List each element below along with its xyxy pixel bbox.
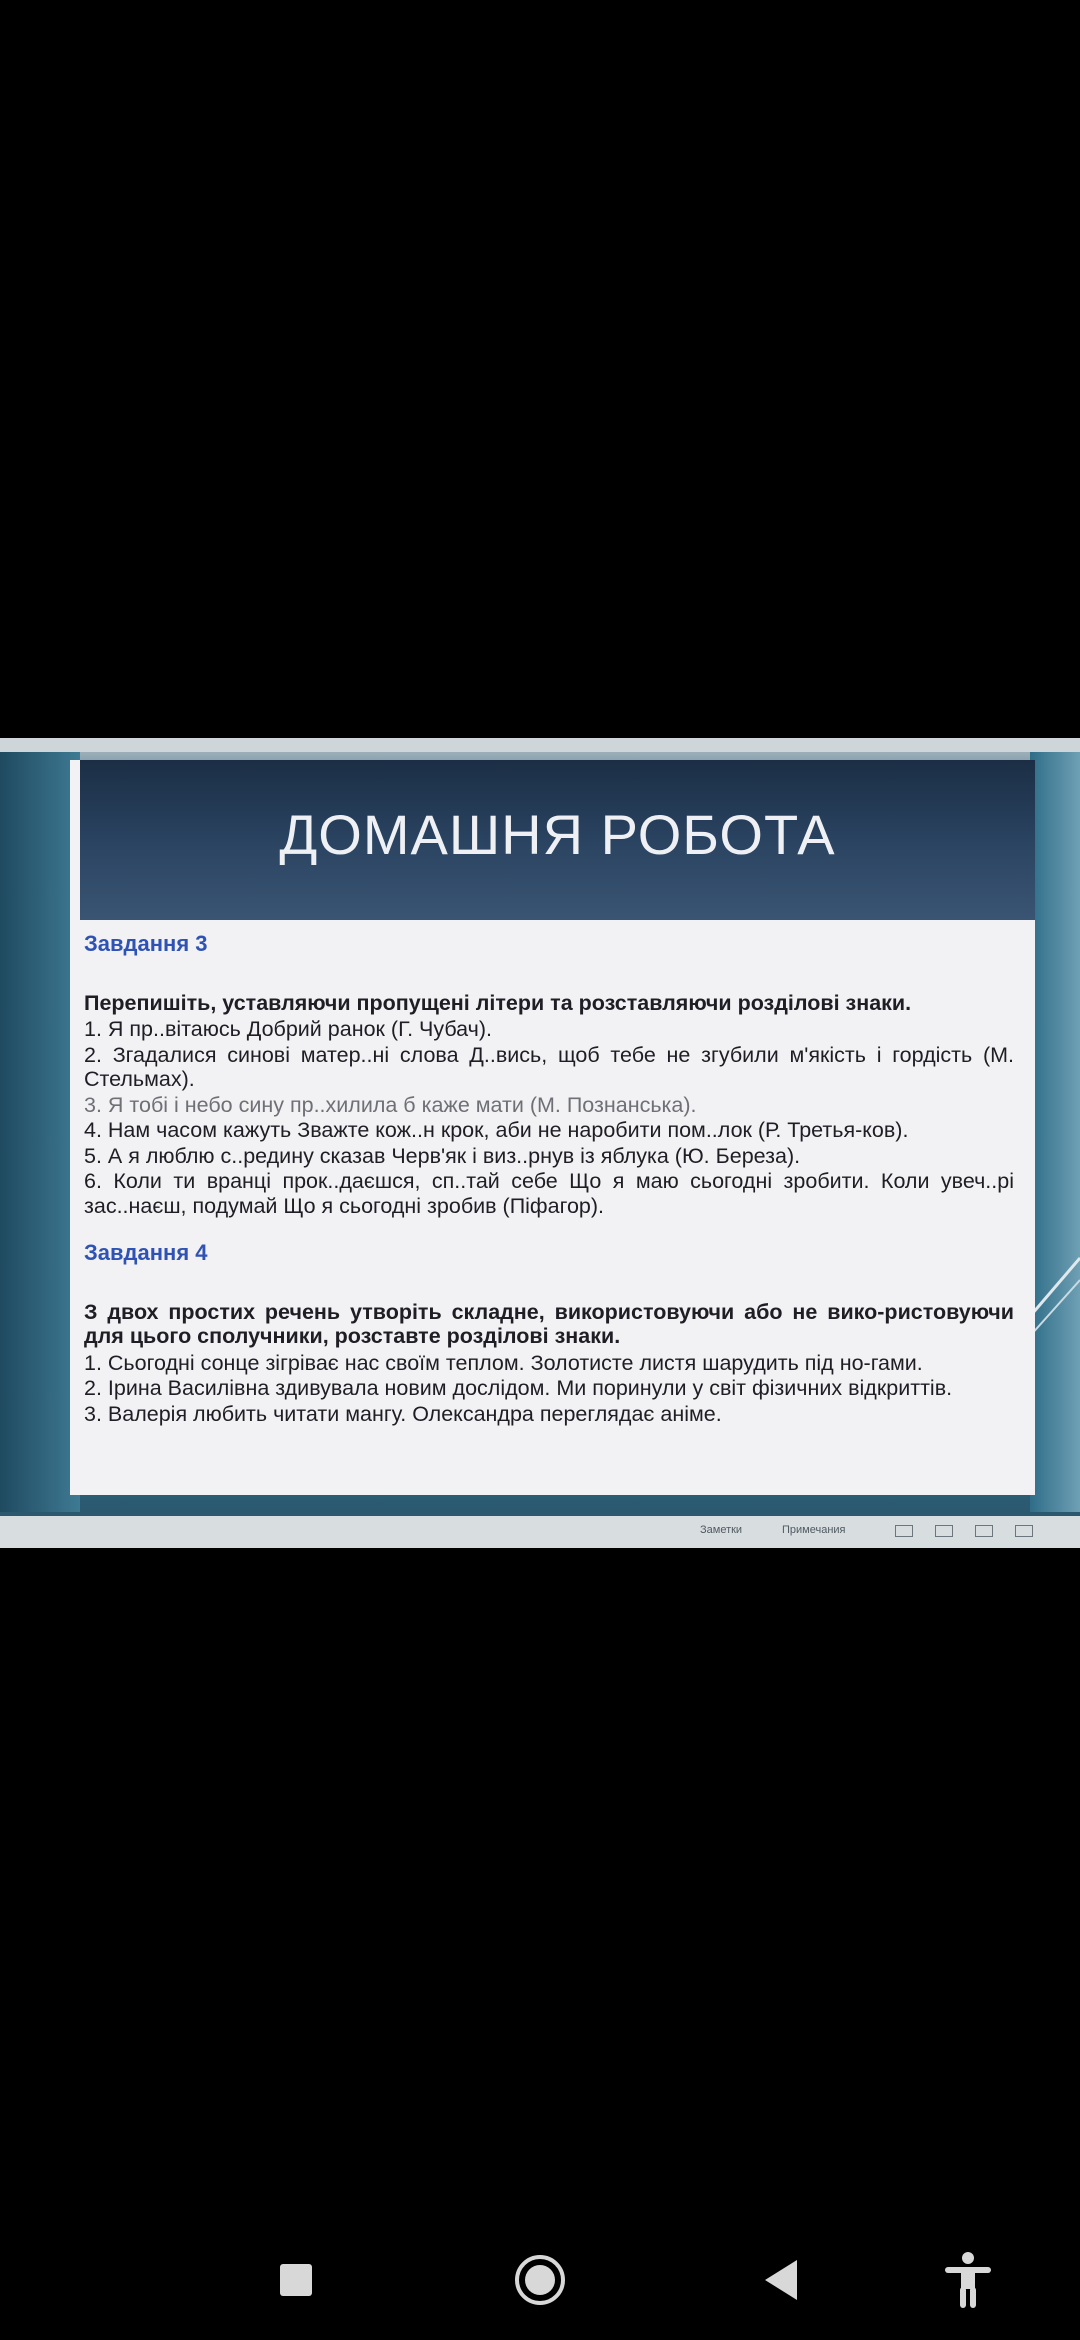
slide-body [84, 928, 1014, 1427]
task-4-heading: Завдання 4 [84, 1240, 208, 1265]
back-icon [761, 2258, 801, 2302]
recents-button[interactable] [256, 2250, 336, 2310]
task-3-item: 5. А я люблю с..редину сказав Черв'як і виз..рнув із яблука (Ю. Береза). [84, 1143, 801, 1168]
accessibility-button[interactable] [928, 2250, 1008, 2310]
sorter-view-icon [935, 1525, 953, 1537]
slide-title: ДОМАШНЯ РОБОТА [279, 803, 836, 866]
presentation-slide [70, 760, 1035, 1495]
recents-icon [279, 2263, 313, 2297]
task-4-instruction: З двох простих речень утворіть складне, використовуючи або не вико-ристовуючи для цього сполучники, розставте розділові знаки. [84, 1299, 1014, 1348]
slideshow-view-icon [1015, 1525, 1033, 1537]
back-button[interactable] [741, 2250, 821, 2310]
task-3-item: 6. Коли ти вранці прок..даєшся, сп..тай себе Що я маю сьогодні зробити. Коли увеч..рі зас..наєш, подумай Що я сьогодні зробив (Піфагор). [84, 1169, 1014, 1218]
slide-header [80, 760, 1035, 920]
task-4-item: 2. Ірина Василівна здивувала новим дослідом. Ми поринули у світ фізичних відкриттів. [84, 1376, 953, 1400]
system-navigation-bar [0, 2220, 1080, 2340]
presentation-background-left [0, 752, 80, 1512]
reading-view-icon [975, 1525, 993, 1537]
presentation-status-bar [0, 1516, 1080, 1548]
task-3-item: 4. Нам часом кажуть Зважте кож..н крок, аби не наробити пом..лок (Р. Третья-ков). [84, 1118, 909, 1142]
comments-label: Примечания [782, 1524, 846, 1536]
monitor-top-edge [0, 738, 1080, 752]
task-3-item: 1. Я пр..вітаюсь Добрий ранок (Г. Чубач). [84, 1017, 492, 1041]
photo [0, 738, 1080, 1548]
accessibility-icon [943, 2251, 993, 2309]
task-3-item: 2. Згадалися синові матер..ні слова Д..вись, щоб тебе не згубили м'якість і гордість (М. Стельмах). [84, 1042, 1014, 1091]
home-icon [513, 2253, 567, 2307]
task-3-instruction: Перепишіть, уставляючи пропущені літери та розставляючи розділові знаки. [84, 990, 912, 1015]
task-4-item: 1. Сьогодні сонце зігріває нас своїм теплом. Золотисте листя шарудить під но-гами. [84, 1350, 923, 1375]
normal-view-icon [895, 1525, 913, 1537]
task-4-item: 3. Валерія любить читати мангу. Олександра переглядає аніме. [84, 1401, 722, 1426]
task-3-heading: Завдання 3 [84, 931, 208, 956]
presentation-background-right [1030, 752, 1080, 1512]
notes-label: Заметки [700, 1524, 743, 1536]
home-button[interactable] [500, 2250, 580, 2310]
task-3-item: 3. Я тобі і небо сину пр..хилила б каже мати (М. Познанська). [84, 1092, 697, 1117]
